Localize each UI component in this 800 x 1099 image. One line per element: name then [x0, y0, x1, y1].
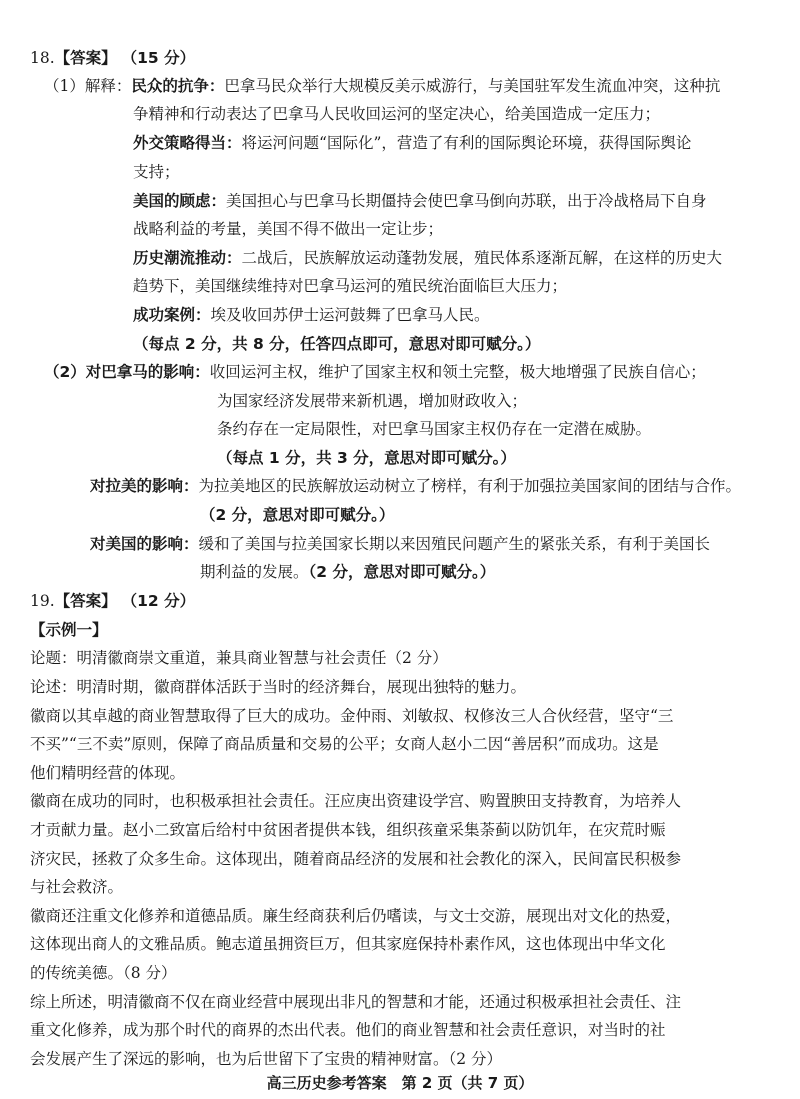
- q18-p1-item-text: 趋势下，美国继续维持对巴拿马运河的殖民统治面临巨大压力；: [133, 277, 568, 295]
- q18-p1-item-text: 二战后，民族解放运动蓬勃发展，殖民体系逐渐瓦解，在这样的历史大: [241, 249, 723, 267]
- q19-line: 会发展产生了深远的影响，也为后世留下了宝贵的精神财富。（2 分）: [30, 1050, 503, 1068]
- q18-p2-panama-text: 为国家经济发展带来新机遇，增加财政收入；: [217, 392, 528, 410]
- q18-p1-item-head: 成功案例：: [133, 306, 211, 324]
- q18-p1-line: [133, 190, 707, 212]
- q18-p1-item-text: 将运河问题“国际化”，营造了有利的国际舆论环境，获得国际舆论: [241, 134, 692, 152]
- q18-p2-panama-head: （2）对巴拿马的影响：: [44, 363, 210, 381]
- q18-p1-item-text: 美国担心与巴拿马长期僵持会使巴拿马倒向苏联，出于冷战格局下自身: [226, 192, 707, 210]
- q18-score: （15 分）: [121, 49, 196, 67]
- q19-line: 徽商还注重文化修养和道德品质。廉生经商获利后仍嗜读，与文士交游，展现出对文化的热爱，: [30, 907, 682, 925]
- q18-p2-panama-text: 收回运河主权，维护了国家主权和领土完整，极大地增强了民族自信心；: [209, 363, 706, 381]
- q18-p1-line: [133, 132, 691, 154]
- q19-line: 徽商在成功的同时，也积极承担社会责任。汪应庚出资建设学宫、购置腴田支持教育，为培养人: [30, 792, 682, 810]
- page-footer: 高三历史参考答案 第 2 页（共 7 页）: [266, 1074, 534, 1092]
- q18-p1-item-text: 战略利益的考量，美国不得不做出一定让步；: [133, 220, 444, 238]
- q19-line: 济灾民，拯救了众多生命。这体现出，随着商品经济的发展和社会教化的深入，民间富民积极参: [30, 850, 682, 868]
- q19-line: 论述：明清时期，徽商群体活跃于当时的经济舞台，展现出独特的魅力。: [30, 678, 527, 696]
- q18-p1-item-head: 美国的顾虑：: [133, 192, 227, 210]
- q19-line: 重文化修养，成为那个时代的商界的杰出代表。他们的商业智慧和社会责任意识，对当时的社: [30, 1021, 666, 1039]
- q18-p2-panama-line: [44, 361, 706, 383]
- q18-answer-tag: 【答案】: [54, 49, 117, 67]
- q18-p2-latam-text: 为拉美地区的民族解放运动树立了榜样，有利于加强拉美国家间的团结与合作。: [198, 477, 742, 495]
- q18-p2-us-text: 期利益的发展。: [200, 563, 309, 581]
- q19-line: 综上所述，明清徽商不仅在商业经营中展现出非凡的智慧和才能，还通过积极承担社会责任、注: [30, 993, 682, 1011]
- q19-example-tag: 【示例一】: [30, 621, 108, 639]
- q18-p1-line: [44, 75, 720, 97]
- q19-line: 不买”“三不卖”原则，保障了商品质量和交易的公平；女商人赵小二因“善居积”而成功。这是: [30, 735, 659, 753]
- q19-number: 19.: [30, 592, 55, 610]
- q18-p1-item-head: 外交策略得当：: [133, 134, 242, 152]
- q18-p1-item-text: 巴拿马民众举行大规模反美示威游行，与美国驻军发生流血冲突，这种抗: [224, 77, 721, 95]
- q18-heading: [30, 47, 195, 69]
- q18-number: 18.: [30, 49, 55, 67]
- q18-p2-us-line: [200, 561, 495, 583]
- q18-p1-scoring-note: （每点 2 分，共 8 分，任答四点即可，意思对即可赋分。）: [133, 335, 541, 353]
- q18-p2-panama-note: （每点 1 分，共 3 分，意思对即可赋分。）: [217, 449, 516, 467]
- q18-p1-line: [133, 247, 722, 269]
- q19-line: 才贡献力量。赵小二致富后给村中贫困者提供本钱，组织孩童采集荼蓟以防饥年，在灾荒时赈: [30, 821, 666, 839]
- q18-p2-us-head: 对美国的影响：: [90, 535, 199, 553]
- q18-p1-line: [133, 304, 490, 326]
- q18-p2-latam-note: （2 分，意思对即可赋分。）: [200, 506, 395, 524]
- q18-p1-item-text: 争精神和行动表达了巴拿马人民收回运河的坚定决心，给美国造成一定压力；: [133, 105, 661, 123]
- q19-answer-tag: 【答案】: [54, 592, 117, 610]
- q18-p2-latam-head: 对拉美的影响：: [90, 477, 199, 495]
- q18-p2-latam-line: [90, 475, 741, 497]
- q19-heading: [30, 590, 195, 612]
- q18-p2-us-line: [90, 533, 710, 555]
- q18-p1-label: （1）解释：: [44, 77, 132, 95]
- q19-line: 他们精明经营的体现。: [30, 764, 186, 782]
- q19-line: 徽商以其卓越的商业智慧取得了巨大的成功。金仲雨、刘敏叔、权修汝三人合伙经营，坚守“三: [30, 707, 674, 725]
- q19-line: 论题：明清徽商崇文重道，兼具商业智慧与社会责任（2 分）: [30, 649, 448, 667]
- q19-score: （12 分）: [121, 592, 196, 610]
- q19-line: 与社会救济。: [30, 878, 124, 896]
- q18-p1-item-head: 历史潮流推动：: [133, 249, 242, 267]
- q18-p1-item-text: 支持；: [133, 163, 180, 181]
- q18-p2-us-text: 缓和了美国与拉美国家长期以来因殖民问题产生的紧张关系，有利于美国长: [198, 535, 711, 553]
- q18-p2-us-note: （2 分，意思对即可赋分。）: [308, 563, 496, 581]
- q19-line: 的传统美德。（8 分）: [30, 964, 177, 982]
- q18-p1-item-text: 埃及收回苏伊士运河鼓舞了巴拿马人民。: [210, 306, 490, 324]
- q18-p2-panama-text: 条约存在一定局限性，对巴拿马国家主权仍存在一定潜在威胁。: [217, 420, 652, 438]
- q19-line: 这体现出商人的文雅品质。鲍志道虽拥资巨万，但其家庭保持朴素作风，这也体现出中华文化: [30, 935, 666, 953]
- q18-p1-item-head: 民众的抗争：: [131, 77, 225, 95]
